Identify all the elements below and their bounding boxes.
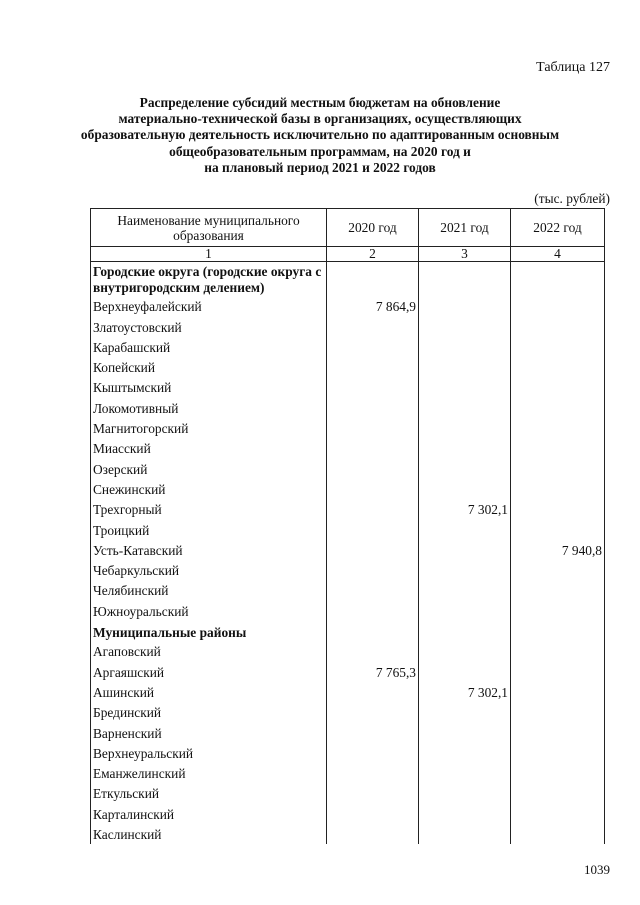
value-2022-cell [511,458,605,478]
table-row [91,438,605,458]
value-2021-cell [419,783,511,803]
table-row [91,763,605,783]
value-2020-cell [327,702,419,722]
value-2020-cell [327,499,419,519]
value-2021-cell [419,337,511,357]
value-2021-cell [419,418,511,438]
value-2021-cell [419,702,511,722]
table-row [91,499,605,519]
value-2022-cell [511,621,605,641]
value-2020-cell [327,479,419,499]
value-2020-cell [327,458,419,478]
table-row [91,803,605,823]
column-number: 1 [91,247,327,262]
value-2020-cell [327,641,419,661]
row-name-cell: Еманжелинский [91,763,327,783]
value-2021-cell [419,357,511,377]
table-row [91,337,605,357]
title-line: общеобразовательным программам, на 2020 год и [169,143,471,159]
value-2020-cell [327,397,419,417]
document-title [70,95,570,176]
row-name-cell: Карталинский [91,803,327,823]
value-2022-cell [511,641,605,661]
value-2020-cell [327,560,419,580]
table-row [91,641,605,661]
table-row [91,702,605,722]
table-row [91,743,605,763]
table-row [91,296,605,316]
subsidy-table [90,208,605,844]
table-row [91,519,605,539]
row-name-cell: Троицкий [91,519,327,539]
row-name-cell: Аргаяшский [91,661,327,681]
value-2020-cell [327,824,419,844]
value-2021-cell [419,519,511,539]
value-2022-cell [511,337,605,357]
value-2020-cell [327,337,419,357]
value-2021-cell [419,296,511,316]
value-2021-cell [419,600,511,620]
value-2022-cell [511,824,605,844]
table-row [91,418,605,438]
table-row [91,316,605,336]
value-2020-cell [327,682,419,702]
row-name-cell: Копейский [91,357,327,377]
value-2022-cell [511,357,605,377]
column-number: 3 [419,247,511,262]
value-2022-cell [511,316,605,336]
row-name-cell: Кыштымский [91,377,327,397]
row-name-cell: Муниципальные районы [91,621,327,641]
value-2021-cell: 7 302,1 [419,499,511,519]
table-row [91,377,605,397]
value-2021-cell [419,641,511,661]
value-2020-cell [327,262,419,297]
value-2020-cell [327,722,419,742]
section-row [91,262,605,297]
column-number: 2 [327,247,419,262]
row-name-cell: Чебаркульский [91,560,327,580]
table-row [91,458,605,478]
table-header-row [91,209,605,247]
value-2022-cell [511,702,605,722]
value-2021-cell [419,397,511,417]
value-2021-cell: 7 302,1 [419,682,511,702]
value-2020-cell [327,418,419,438]
table-number: Таблица 127 [536,60,610,75]
column-header-2022: 2022 год [511,209,605,247]
row-name-cell: Челябинский [91,580,327,600]
row-name-cell: Усть-Катавский [91,540,327,560]
value-2020-cell [327,621,419,641]
value-2020-cell [327,600,419,620]
value-2022-cell [511,803,605,823]
value-2020-cell [327,316,419,336]
row-name-cell: Брединский [91,702,327,722]
value-2021-cell [419,560,511,580]
row-name-cell: Миасский [91,438,327,458]
table-row [91,783,605,803]
value-2021-cell [419,621,511,641]
value-2020-cell [327,357,419,377]
row-name-cell: Магнитогорский [91,418,327,438]
table-row [91,357,605,377]
title-line: на плановый период 2021 и 2022 годов [204,159,436,175]
row-name-cell: Варненский [91,722,327,742]
column-number-row [91,247,605,262]
value-2022-cell [511,262,605,297]
column-header-2021: 2021 год [419,209,511,247]
section-row [91,621,605,641]
row-name-cell: Городские округа (городские округа с внутригородским делением) [91,262,327,297]
value-2022-cell: 7 940,8 [511,540,605,560]
table-row [91,661,605,681]
row-name-cell: Златоустовский [91,316,327,336]
value-2022-cell [511,479,605,499]
table-row [91,682,605,702]
table-row [91,600,605,620]
value-2022-cell [511,661,605,681]
row-name-cell: Трехгорный [91,499,327,519]
value-2022-cell [511,438,605,458]
value-2022-cell [511,377,605,397]
table-row [91,824,605,844]
row-name-cell: Озерский [91,458,327,478]
value-2022-cell [511,722,605,742]
row-name-cell: Верхнеуральский [91,743,327,763]
value-2021-cell [419,540,511,560]
value-2020-cell [327,519,419,539]
table-body [91,262,605,845]
value-2022-cell [511,418,605,438]
table-row [91,580,605,600]
units-label: (тыс. рублей) [534,191,610,206]
table-row [91,540,605,560]
table-row [91,560,605,580]
value-2021-cell [419,722,511,742]
row-name-cell: Ашинский [91,682,327,702]
value-2021-cell [419,377,511,397]
value-2021-cell [419,580,511,600]
table-row [91,722,605,742]
value-2021-cell [419,458,511,478]
row-name-cell: Карабашский [91,337,327,357]
value-2022-cell [511,519,605,539]
title-line: образовательную деятельность исключительно по адаптированным основным [80,127,560,143]
value-2020-cell: 7 765,3 [327,661,419,681]
row-name-cell: Локомотивный [91,397,327,417]
title-line: Распределение субсидий местным бюджетам на обновление [139,95,501,110]
value-2022-cell [511,560,605,580]
row-name-cell: Снежинский [91,479,327,499]
value-2020-cell [327,803,419,823]
value-2021-cell [419,803,511,823]
value-2021-cell [419,438,511,458]
page-number: 1039 [584,862,610,877]
value-2021-cell [419,661,511,681]
row-name-cell: Верхнеуфалейский [91,296,327,316]
value-2022-cell [511,600,605,620]
value-2020-cell [327,743,419,763]
value-2022-cell [511,499,605,519]
value-2021-cell [419,262,511,297]
value-2022-cell [511,682,605,702]
value-2020-cell [327,763,419,783]
column-header-2020: 2020 год [327,209,419,247]
value-2022-cell [511,397,605,417]
value-2022-cell [511,763,605,783]
value-2021-cell [419,824,511,844]
title-line: материально-технической базы в организациях, осуществляющих [118,111,522,127]
row-name-cell: Агаповский [91,641,327,661]
row-name-cell: Еткульский [91,783,327,803]
column-number: 4 [511,247,605,262]
value-2020-cell [327,783,419,803]
table-row [91,479,605,499]
value-2021-cell [419,743,511,763]
value-2020-cell [327,438,419,458]
value-2020-cell [327,580,419,600]
value-2022-cell [511,743,605,763]
row-name-cell: Южноуральский [91,600,327,620]
table-row [91,397,605,417]
value-2022-cell [511,580,605,600]
value-2022-cell [511,783,605,803]
value-2021-cell [419,763,511,783]
value-2021-cell [419,479,511,499]
value-2020-cell: 7 864,9 [327,296,419,316]
value-2021-cell [419,316,511,336]
value-2022-cell [511,296,605,316]
value-2020-cell [327,540,419,560]
value-2020-cell [327,377,419,397]
row-name-cell: Каслинский [91,824,327,844]
column-header-name: Наименование муниципального образования [91,209,327,247]
